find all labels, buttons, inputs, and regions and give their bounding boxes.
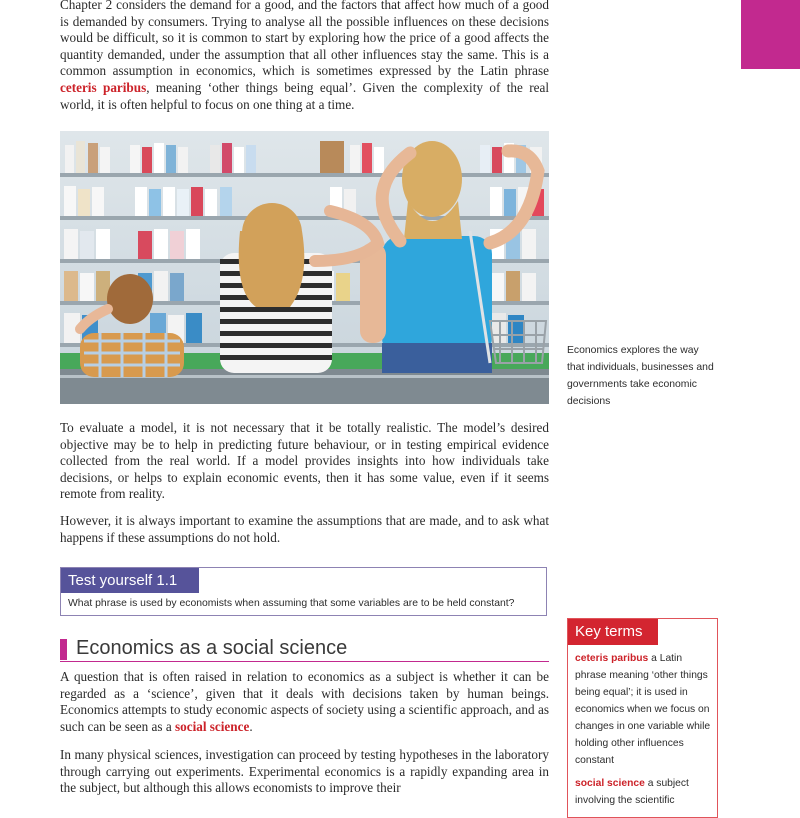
section-heading-bar [60, 639, 67, 660]
section-heading [60, 636, 549, 662]
supermarket-illustration [60, 131, 549, 404]
paragraph-assumptions: However, it is always important to examine the assumptions that are made, and to ask what happens if these assumptions do not hold. [60, 513, 549, 545]
test-yourself-question: What phrase is used by economists when assuming that some variables are to be held constant? [68, 598, 515, 609]
intro-paragraph [60, 0, 549, 113]
key-terms-title: Key terms [568, 619, 658, 645]
test-yourself-title: Test yourself 1.1 [61, 568, 199, 593]
photo-caption: Economics explores the way that individuals, businesses and governments take economic decisions [567, 345, 714, 407]
key-term-social-science: social science [174, 718, 250, 734]
chapter-tab-marker [741, 0, 800, 69]
intro-text-start: Chapter 2 considers the demand for a good, and the factors that affect how much of a good is demanded by consumers. Trying to analyse all the possible influences on these decisions would be difficult, so it is common to start by exploring how the price of a good affects the quantity demanded, under the assumption that all other influences stay the same. This is a common assumption in economics, which is sometimes expressed by the Latin phrase [60, 0, 549, 79]
key-term-name: social science [575, 778, 645, 789]
section-heading-text: Economics as a social science [76, 637, 348, 659]
key-term-definition: a Latin phrase meaning ‘other things being equal’; it is used in economics when we focus on changes in one variable while holding other influences constant [575, 653, 711, 766]
key-term-ceteris-paribus: ceteris paribus [60, 79, 147, 95]
social-science-text-end: . [249, 718, 253, 734]
key-terms-box [567, 618, 718, 818]
key-term-definition: a subject involving the scientific [575, 778, 689, 806]
paragraph-social-science [60, 669, 549, 735]
supermarket-photo [60, 131, 549, 404]
key-term-name: ceteris paribus [575, 653, 649, 664]
key-term-entry [575, 775, 713, 809]
key-terms-list [575, 650, 713, 809]
test-yourself-box [60, 567, 547, 616]
social-science-text-start: A question that is often raised in relation to economics as a subject is whether it can be regarded as a ‘science’, given that it deals with decisions taken by human beings. Economics attempts to study economic aspects of society using a scientific approach, and as such can be seen as a [60, 669, 549, 734]
paragraph-model-evaluation: To evaluate a model, it is not necessary that it be totally realistic. The model’s desired objective may be to help in predicting future behaviour, or in testing empirical evidence collected from the real world. If a model provides insights into how individuals take decisions, or helps to explain economic events, then it has some value, even if it seems remote from reality. [60, 420, 549, 502]
intro-text-end: , meaning ‘other things being equal’. Given the complexity of the real world, it is often helpful to focus on one thing at a time. [60, 79, 549, 112]
key-term-entry [575, 650, 713, 769]
paragraph-physical-sciences: In many physical sciences, investigation can proceed by testing hypotheses in the laboratory through carrying out experiments. Experimental economics is a rapidly expanding area in the subject, but although this allows economists to improve their [60, 747, 549, 796]
